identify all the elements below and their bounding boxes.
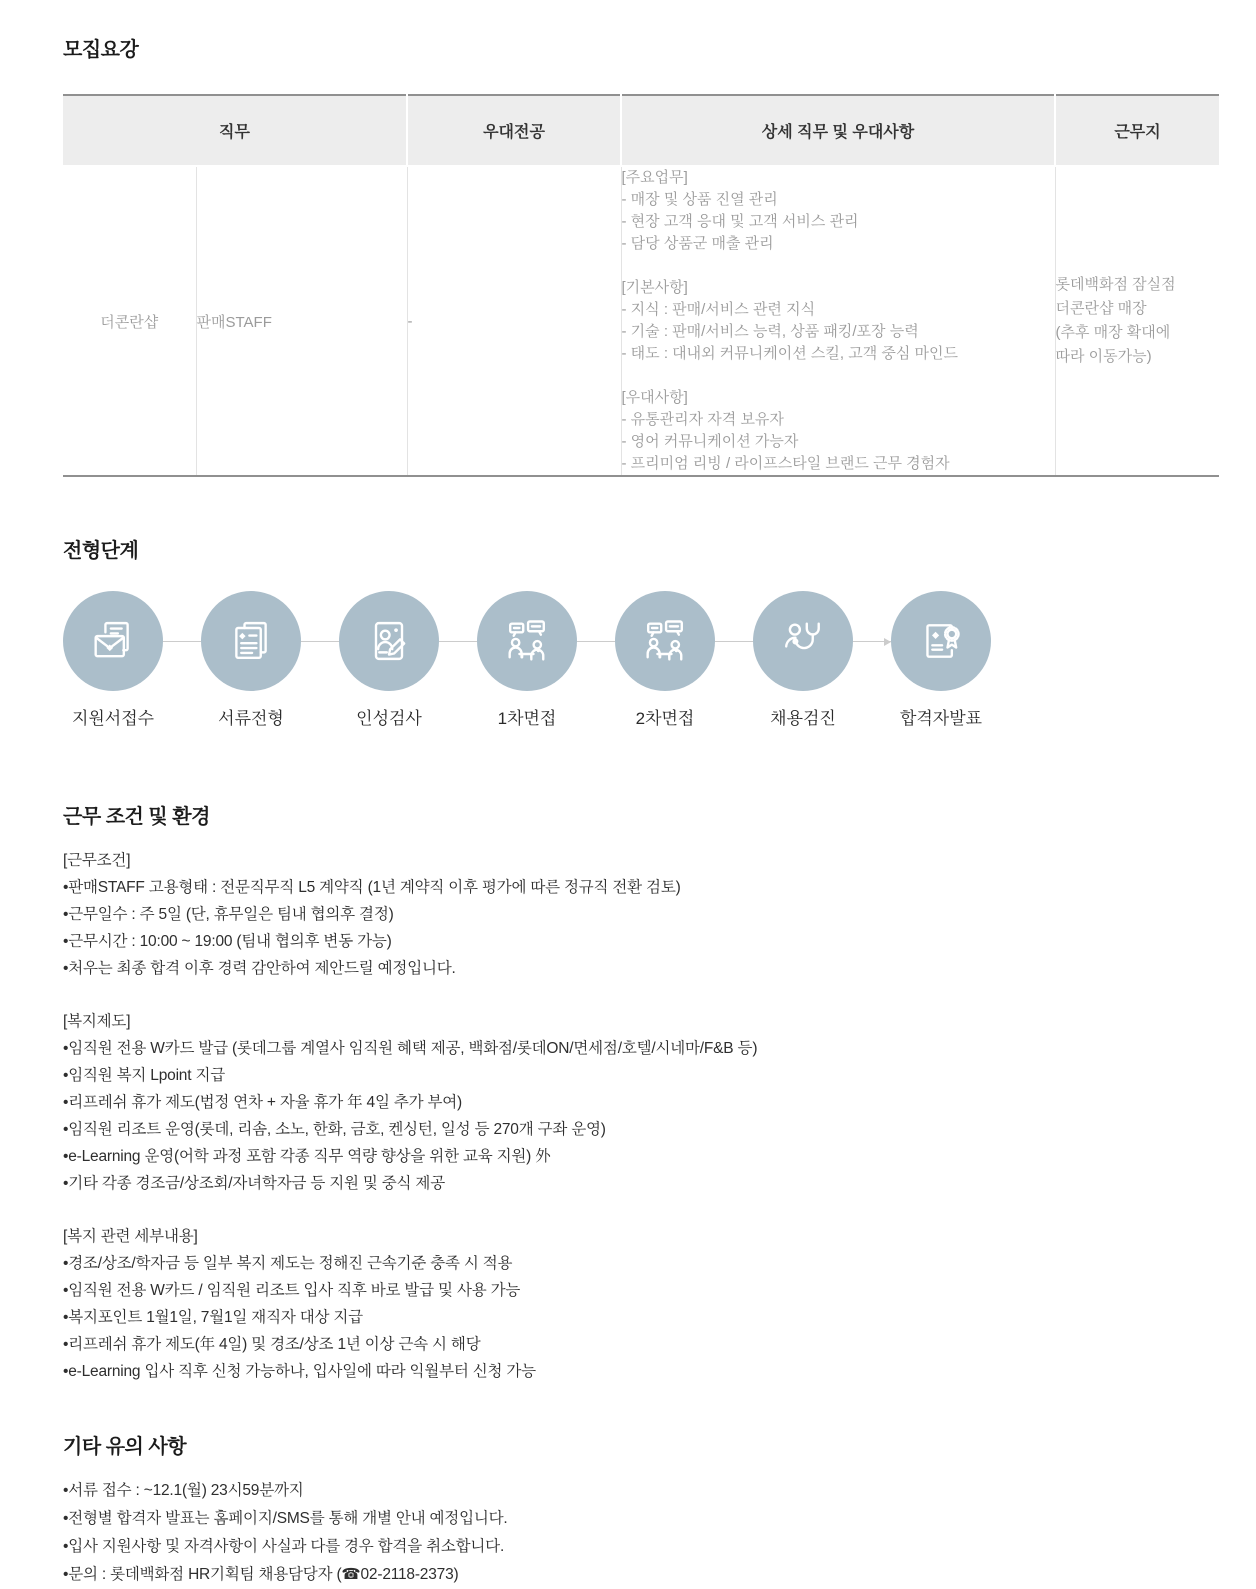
bullet-line: •근무일수 : 주 5일 (단, 휴무일은 팀내 협의후 결정) bbox=[63, 906, 394, 923]
detail-line bbox=[622, 365, 1055, 387]
bullet-line: •복지포인트 1월1일, 7월1일 재직자 대상 지급 bbox=[63, 1309, 363, 1326]
work-condition-block bbox=[63, 1008, 1219, 1197]
cell-work-location bbox=[1055, 166, 1219, 476]
step-item bbox=[615, 591, 715, 729]
detail-line: [우대사항] bbox=[621, 389, 688, 406]
step-label: 합격자발표 bbox=[899, 709, 983, 728]
step-item bbox=[339, 591, 439, 729]
bullet-line: •리프레쉬 휴가 제도(법정 연차 + 자율 휴가 年 4일 추가 부여) bbox=[63, 1094, 463, 1111]
note-line: •문의 : 롯데백화점 HR기획팀 채용담당자 (☎02-2118-2373) bbox=[63, 1566, 459, 1583]
note-line: •서류 접수 : ~12.1(월) 23시59분까지 bbox=[63, 1482, 304, 1499]
bullet-line: •근무시간 : 10:00 ~ 19:00 (팀내 협의후 변동 가능) bbox=[63, 933, 392, 950]
detail-line: [기본사항] bbox=[621, 279, 688, 296]
step-item bbox=[63, 591, 163, 729]
cell-brand: 더콘란샵 bbox=[100, 313, 159, 331]
detail-line bbox=[622, 255, 1055, 277]
step-label: 인성검사 bbox=[356, 709, 422, 728]
step-label: 채용검진 bbox=[770, 709, 836, 728]
bullet-line: •판매STAFF 고용형태 : 전문직무직 L5 계약직 (1년 계약직 이후 평가에 따른 정규직 전환 검토) bbox=[63, 879, 681, 896]
detail-line: - 프리미엄 리빙 / 라이프스타일 브랜드 근무 경험자 bbox=[621, 455, 950, 472]
step-item bbox=[477, 591, 577, 729]
selection-steps bbox=[63, 591, 1219, 729]
step-connector bbox=[715, 641, 753, 642]
final-pass-icon bbox=[915, 615, 967, 667]
note-line: •전형별 합격자 발표는 홈페이지/SMS를 통해 개별 안내 예정입니다. bbox=[63, 1510, 508, 1527]
note-line: •입사 지원사항 및 자격사항이 사실과 다를 경우 합격을 취소합니다. bbox=[63, 1538, 505, 1555]
step-connector bbox=[439, 641, 477, 642]
interview-icon bbox=[501, 615, 553, 667]
detail-line: - 담당 상품군 매출 관리 bbox=[621, 235, 774, 252]
section-title-work-conditions: 근무 조건 및 환경 bbox=[63, 806, 210, 828]
other-notes-list bbox=[63, 1477, 1219, 1589]
bullet-line: •e-Learning 운영(어학 과정 포함 각종 직무 역량 향상을 위한 교육 지원) 外 bbox=[63, 1148, 551, 1165]
recruitment-table bbox=[63, 94, 1219, 477]
detail-line: - 유통관리자 자격 보유자 bbox=[621, 411, 784, 428]
detail-line: - 현장 고객 응대 및 고객 서비스 관리 bbox=[621, 213, 859, 230]
block-items bbox=[63, 1250, 1219, 1385]
step-item bbox=[201, 591, 301, 729]
detail-line: - 영어 커뮤니케이션 가능자 bbox=[621, 433, 799, 450]
location-line: 롯데백화점 잠실점 bbox=[1055, 276, 1176, 293]
block-items bbox=[63, 874, 1219, 982]
step-circle bbox=[339, 591, 439, 691]
application-receipt-icon bbox=[87, 615, 139, 667]
block-title: [복지 관련 세부내용] bbox=[63, 1228, 198, 1245]
bullet-line: •임직원 복지 Lpoint 지급 bbox=[63, 1067, 225, 1084]
bullet-line: •경조/상조/학자금 등 일부 복지 제도는 정해진 근속기준 충족 시 적용 bbox=[63, 1255, 513, 1272]
step-circle bbox=[201, 591, 301, 691]
document-screening-icon bbox=[225, 615, 277, 667]
step-label: 2차면접 bbox=[635, 709, 695, 728]
step-label: 지원서접수 bbox=[71, 709, 155, 728]
detail-line: - 태도 : 대내외 커뮤니케이션 스킬, 고객 중심 마인드 bbox=[621, 345, 958, 362]
personality-test-icon bbox=[363, 615, 415, 667]
step-circle bbox=[753, 591, 853, 691]
bullet-line: •처우는 최종 합격 이후 경력 감안하여 제안드릴 예정입니다. bbox=[63, 960, 456, 977]
step-item bbox=[753, 591, 853, 729]
step-circle bbox=[615, 591, 715, 691]
medical-check-icon bbox=[777, 615, 829, 667]
section-title-recruitment-overview: 모집요강 bbox=[63, 39, 139, 61]
step-circle bbox=[477, 591, 577, 691]
column-header-job: 직무 bbox=[63, 95, 407, 166]
table-row bbox=[63, 166, 1219, 476]
work-condition-block bbox=[63, 847, 1219, 982]
detail-line: [주요업무] bbox=[621, 169, 688, 186]
cell-job-details bbox=[621, 166, 1055, 476]
bullet-line: •기타 각종 경조금/상조회/자녀학자금 등 지원 및 중식 제공 bbox=[63, 1175, 445, 1192]
column-header-preferred-major: 우대전공 bbox=[407, 95, 621, 166]
location-line: 더콘란샵 매장 bbox=[1055, 300, 1147, 317]
cell-preferred-major: - bbox=[407, 166, 621, 476]
location-line: 따라 이동가능) bbox=[1055, 348, 1152, 365]
detail-line: - 지식 : 판매/서비스 관련 지식 bbox=[621, 301, 816, 318]
step-connector bbox=[577, 641, 615, 642]
interview-icon bbox=[639, 615, 691, 667]
column-header-job-details: 상세 직무 및 우대사항 bbox=[621, 95, 1055, 166]
cell-job: 판매STAFF bbox=[196, 166, 407, 476]
location-line: (추후 매장 확대에 bbox=[1055, 324, 1171, 341]
section-title-other-notes: 기타 유의 사항 bbox=[63, 1436, 187, 1458]
work-condition-block bbox=[63, 1223, 1219, 1385]
step-connector bbox=[853, 641, 891, 642]
detail-line: - 기술 : 판매/서비스 능력, 상품 패킹/포장 능력 bbox=[621, 323, 919, 340]
table-header-row bbox=[63, 95, 1219, 166]
step-circle bbox=[891, 591, 991, 691]
bullet-line: •임직원 전용 W카드 발급 (롯데그룹 계열사 임직원 혜택 제공, 백화점/롯데ON/면세점/호텔/시네마/F&B 등) bbox=[63, 1040, 758, 1057]
bullet-line: •임직원 전용 W카드 / 임직원 리조트 입사 직후 바로 발급 및 사용 가능 bbox=[63, 1282, 521, 1299]
bullet-line: •임직원 리조트 운영(롯데, 리솜, 소노, 한화, 금호, 켄싱턴, 일성 등 270개 구좌 운영) bbox=[63, 1121, 606, 1138]
block-title: [복지제도] bbox=[63, 1013, 131, 1030]
step-connector bbox=[301, 641, 339, 642]
work-condition-blocks bbox=[63, 847, 1219, 1385]
bullet-line: •e-Learning 입사 직후 신청 가능하나, 입사일에 따라 익월부터 신청 가능 bbox=[63, 1363, 536, 1380]
block-title: [근무조건] bbox=[63, 852, 131, 869]
detail-line: - 매장 및 상품 진열 관리 bbox=[621, 191, 778, 208]
section-title-selection-steps: 전형단계 bbox=[63, 540, 139, 562]
step-item bbox=[891, 591, 991, 729]
step-connector bbox=[163, 641, 201, 642]
block-items bbox=[63, 1035, 1219, 1197]
step-label: 서류전형 bbox=[218, 709, 284, 728]
step-label: 1차면접 bbox=[497, 709, 557, 728]
step-circle bbox=[63, 591, 163, 691]
bullet-line: •리프레쉬 휴가 제도(年 4일) 및 경조/상조 1년 이상 근속 시 해당 bbox=[63, 1336, 481, 1353]
column-header-work-location: 근무지 bbox=[1055, 95, 1219, 166]
